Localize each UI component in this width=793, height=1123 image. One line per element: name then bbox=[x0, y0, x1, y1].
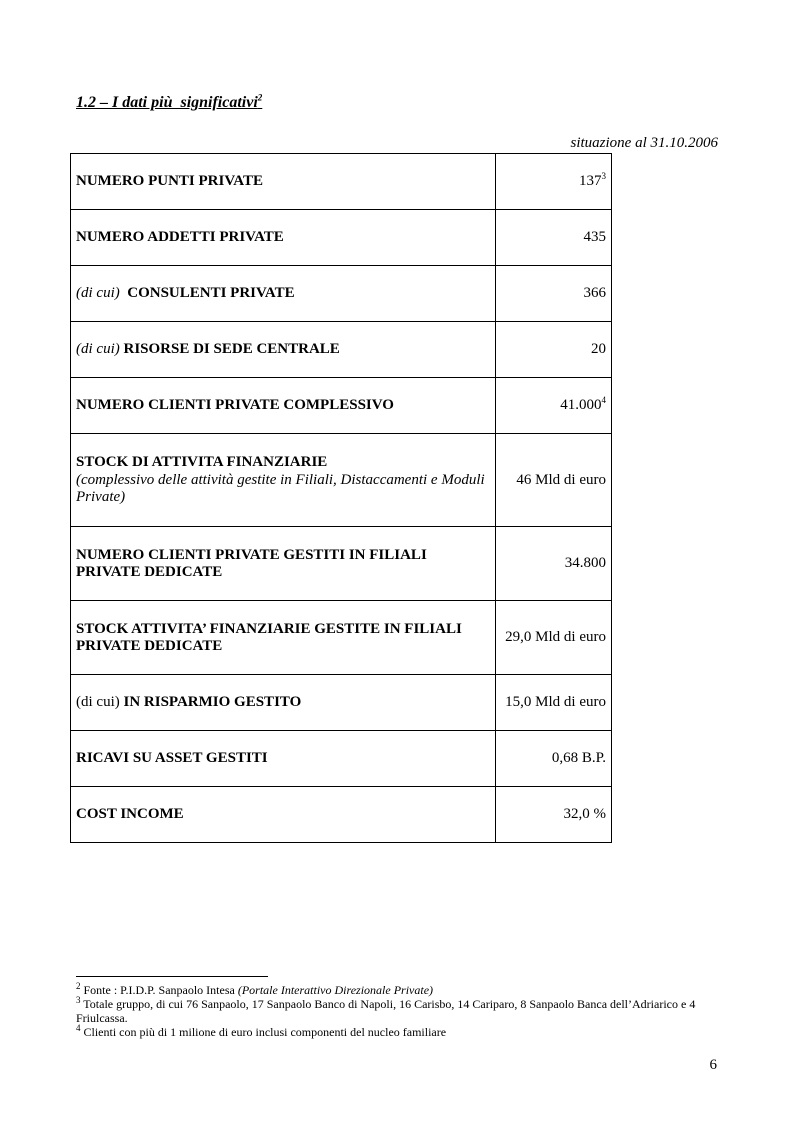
footnote-number: 4 bbox=[76, 1023, 81, 1033]
footnote-4 bbox=[76, 1025, 696, 1039]
footnote-text: Totale gruppo, di cui 76 Sanpaolo, 17 Sanpaolo Banco di Napoli, 16 Carisbo, 14 Cariparo, 8 Sanpaolo Banca dell’Adriarico e 4 Friulcassa. bbox=[76, 997, 696, 1025]
table-row bbox=[71, 378, 612, 434]
row-value bbox=[496, 154, 612, 210]
row-label bbox=[71, 675, 496, 731]
value-text: 41.000 bbox=[560, 397, 602, 413]
row-label: STOCK ATTIVITA’ FINANZIARIE GESTITE IN FILIALI PRIVATE DEDICATE bbox=[71, 601, 496, 675]
row-label-text: CONSULENTI PRIVATE bbox=[127, 285, 295, 301]
date-note: situazione al 31.10.2006 bbox=[570, 135, 718, 151]
table-row bbox=[71, 154, 612, 210]
row-value: 15,0 Mld di euro bbox=[496, 675, 612, 731]
row-prefix: (di cui) bbox=[76, 341, 120, 357]
footnote-ref: 2 bbox=[257, 92, 263, 103]
value-text: 137 bbox=[579, 173, 602, 189]
footnote-italic: (Portale Interattivo Direzionale Private) bbox=[237, 983, 434, 997]
row-label-text: RISORSE DI SEDE CENTRALE bbox=[123, 341, 340, 357]
table-row bbox=[71, 787, 612, 843]
row-label-text: STOCK DI ATTIVITA FINANZIARIE bbox=[76, 454, 328, 470]
row-value: 20 bbox=[496, 322, 612, 378]
row-value: 29,0 Mld di euro bbox=[496, 601, 612, 675]
row-value: 366 bbox=[496, 266, 612, 322]
footnote-2 bbox=[76, 983, 696, 997]
row-value: 32,0 % bbox=[496, 787, 612, 843]
row-label bbox=[71, 322, 496, 378]
table-row bbox=[71, 266, 612, 322]
footnote-text: Clienti con più di 1 milione di euro inclusi componenti del nucleo familiare bbox=[83, 1025, 447, 1039]
row-label-text: IN RISPARMIO GESTITO bbox=[123, 694, 302, 710]
row-label bbox=[71, 266, 496, 322]
key-figures-table bbox=[70, 153, 612, 843]
row-label: NUMERO CLIENTI PRIVATE COMPLESSIVO bbox=[71, 378, 496, 434]
row-prefix: (di cui) bbox=[76, 285, 120, 301]
row-label bbox=[71, 434, 496, 527]
row-label: NUMERO CLIENTI PRIVATE GESTITI IN FILIALI PRIVATE DEDICATE bbox=[71, 527, 496, 601]
footnotes bbox=[76, 983, 696, 1039]
table-row bbox=[71, 210, 612, 266]
footnote-separator bbox=[76, 976, 268, 977]
row-value: 435 bbox=[496, 210, 612, 266]
table-row bbox=[71, 601, 612, 675]
table-row bbox=[71, 434, 612, 527]
footnote-3 bbox=[76, 997, 696, 1025]
row-label: COST INCOME bbox=[71, 787, 496, 843]
row-value: 46 Mld di euro bbox=[496, 434, 612, 527]
footnote-number: 3 bbox=[76, 995, 81, 1005]
row-value bbox=[496, 378, 612, 434]
row-note: (complessivo delle attività gestite in Filiali, Distaccamenti e Moduli Private) bbox=[76, 472, 485, 505]
table-row bbox=[71, 675, 612, 731]
footnote-ref: 4 bbox=[601, 395, 606, 405]
table-row bbox=[71, 731, 612, 787]
table-row bbox=[71, 527, 612, 601]
row-value: 34.800 bbox=[496, 527, 612, 601]
section-heading bbox=[76, 94, 262, 112]
page-number: 6 bbox=[709, 1057, 717, 1073]
footnote-text: Fonte : P.I.D.P. Sanpaolo Intesa bbox=[83, 983, 238, 997]
row-label: NUMERO ADDETTI PRIVATE bbox=[71, 210, 496, 266]
row-label: NUMERO PUNTI PRIVATE bbox=[71, 154, 496, 210]
section-title: 1.2 – I dati più significativi bbox=[76, 94, 258, 111]
row-label: RICAVI SU ASSET GESTITI bbox=[71, 731, 496, 787]
footnote-ref: 3 bbox=[601, 171, 606, 181]
footnote-number: 2 bbox=[76, 981, 81, 991]
row-prefix: (di cui) bbox=[76, 694, 120, 710]
row-value: 0,68 B.P. bbox=[496, 731, 612, 787]
table-row bbox=[71, 322, 612, 378]
